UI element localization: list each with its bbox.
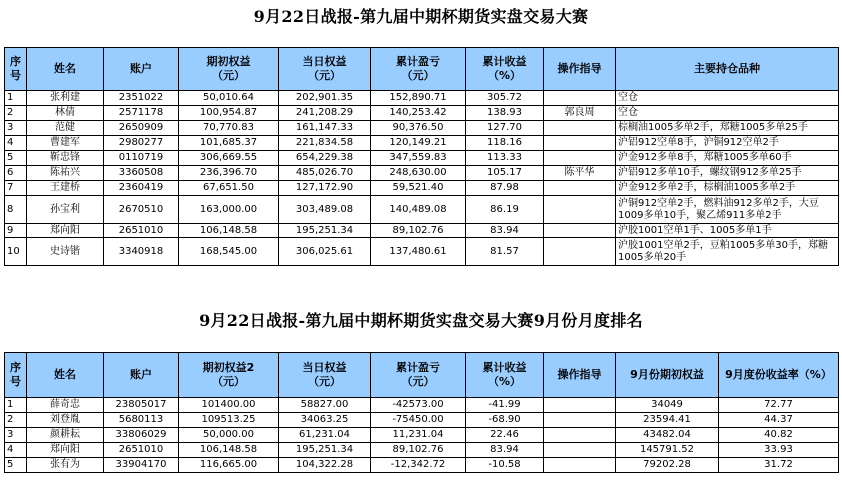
column-header-text: （元）: [212, 69, 245, 82]
table-cell: 33806029: [104, 428, 179, 443]
table-cell: 23805017: [104, 398, 179, 413]
column-header-text: （元）: [401, 69, 435, 82]
table-cell: 5: [5, 458, 27, 473]
table-cell: 303,489.08: [279, 196, 371, 224]
table-cell: 195,251.34: [279, 443, 371, 458]
column-header: [371, 48, 466, 91]
table-cell: 137,480.61: [371, 238, 466, 266]
table-cell: 221,834.58: [279, 136, 371, 151]
table-cell: 104,322.28: [279, 458, 371, 473]
table-cell: 168,545.00: [179, 238, 279, 266]
table-row: [5, 136, 839, 151]
table-cell: 306,025.61: [279, 238, 371, 266]
table-cell: 靳忠锋: [27, 151, 104, 166]
column-header-text: 操作指导: [557, 368, 602, 381]
table-cell: [544, 181, 616, 196]
table-cell: [544, 443, 616, 458]
table-cell: [544, 238, 616, 266]
column-header-text: 当日权益: [302, 361, 347, 374]
table-cell: 127,172.90: [279, 181, 371, 196]
table-cell: 236,396.70: [179, 166, 279, 181]
column-header-text: 号: [10, 69, 21, 82]
table-cell: 113.33: [466, 151, 544, 166]
column-header-text: 期初权益2: [202, 361, 255, 374]
table-cell: 127.70: [466, 121, 544, 136]
table-cell: 沪铜912空单2手，燃料油912多单2手，大豆1009多单10手，聚乙烯911多单2手: [616, 196, 839, 224]
column-header-text: 账户: [130, 62, 152, 75]
table-cell: 郑向阳: [27, 224, 104, 238]
table-cell: 485,026.70: [279, 166, 371, 181]
table-cell: 90,376.50: [371, 121, 466, 136]
table-cell: [544, 91, 616, 106]
table-cell: 沪胶1001空单2手，豆粕1005多单30手，郑糖1005多单20手: [616, 238, 839, 266]
monthly-ranking-table: [4, 352, 839, 473]
table-cell: 79202.28: [616, 458, 719, 473]
table-cell: 116,665.00: [179, 458, 279, 473]
table-cell: 50,010.64: [179, 91, 279, 106]
table-row: [5, 413, 839, 428]
column-header-text: 累计盈亏: [396, 55, 440, 68]
main-title: 9月22日战报-第九届中期杯期货实盘交易大赛: [253, 7, 589, 26]
table-row: [5, 166, 839, 181]
column-header: [179, 48, 279, 91]
table-cell: 张利建: [27, 91, 104, 106]
column-header-text: （元）: [308, 375, 341, 388]
table-row: [5, 238, 839, 266]
column-header-text: 账户: [130, 368, 152, 381]
table-cell: [544, 151, 616, 166]
table-cell: 陈平华: [544, 166, 616, 181]
table-cell: 347,559.83: [371, 151, 466, 166]
table-cell: [544, 428, 616, 443]
column-header-text: 姓名: [54, 62, 76, 75]
column-header-text: 9月度份收益率（%）: [725, 368, 832, 381]
column-header: [279, 353, 371, 398]
table-cell: 140,253.42: [371, 106, 466, 121]
table-cell: 10: [5, 238, 27, 266]
column-header-text: 号: [10, 375, 21, 388]
table-cell: 89,102.76: [371, 443, 466, 458]
table-cell: 薛奇忠: [27, 398, 104, 413]
column-header-text: （%）: [487, 375, 522, 388]
table-cell: 70,770.83: [179, 121, 279, 136]
table-cell: 孙宝利: [27, 196, 104, 224]
table-cell: 4: [5, 443, 27, 458]
table-cell: 100,954.87: [179, 106, 279, 121]
column-header-text: （元）: [308, 69, 341, 82]
table-cell: 曹建军: [27, 136, 104, 151]
table-cell: -41.99: [466, 398, 544, 413]
table-cell: 33904170: [104, 458, 179, 473]
table-cell: 11,231.04: [371, 428, 466, 443]
column-header-text: （元）: [212, 375, 245, 388]
table-row: [5, 398, 839, 413]
table-cell: -10.58: [466, 458, 544, 473]
table-cell: [544, 413, 616, 428]
table-cell: 109513.25: [179, 413, 279, 428]
table-cell: 145791.52: [616, 443, 719, 458]
table-cell: 305.72: [466, 91, 544, 106]
table-cell: 史诗锴: [27, 238, 104, 266]
column-header-text: 当日权益: [302, 55, 347, 68]
table-cell: 沪金912多单8手，郑糖1005多单60手: [616, 151, 839, 166]
table-cell: 163,000.00: [179, 196, 279, 224]
table-cell: 张有为: [27, 458, 104, 473]
monthly-title: 9月22日战报-第九届中期杯期货实盘交易大赛9月份月度排名: [199, 311, 643, 330]
table-row: [5, 443, 839, 458]
table-cell: 范健: [27, 121, 104, 136]
table-cell: [544, 121, 616, 136]
table-cell: [544, 458, 616, 473]
table-cell: 王建桥: [27, 181, 104, 196]
column-header: [719, 353, 839, 398]
table-cell: -42573.00: [371, 398, 466, 413]
table-cell: [544, 224, 616, 238]
table-cell: 1: [5, 398, 27, 413]
column-header-text: 累计收益: [482, 361, 527, 374]
table-cell: 59,521.40: [371, 181, 466, 196]
table-cell: 33.93: [719, 443, 839, 458]
table-row: [5, 106, 839, 121]
table-cell: 22.46: [466, 428, 544, 443]
table-row: [5, 181, 839, 196]
table-row: [5, 151, 839, 166]
table-cell: -12,342.72: [371, 458, 466, 473]
monthly-table-header: [5, 353, 839, 398]
column-header: [179, 353, 279, 398]
table-cell: 7: [5, 181, 27, 196]
table-cell: 161,147.33: [279, 121, 371, 136]
table-cell: 81.57: [466, 238, 544, 266]
table-cell: 34049: [616, 398, 719, 413]
column-header-text: 累计盈亏: [396, 361, 440, 374]
table-cell: 6: [5, 166, 27, 181]
table-cell: 5680113: [104, 413, 179, 428]
table-row: [5, 428, 839, 443]
table-cell: 50,000.00: [179, 428, 279, 443]
column-header-text: 主要持仓品种: [694, 62, 760, 75]
table-cell: 5: [5, 151, 27, 166]
table-cell: 120,149.21: [371, 136, 466, 151]
table-cell: 1: [5, 91, 27, 106]
table-cell: 2980277: [104, 136, 179, 151]
column-header-text: 操作指导: [557, 62, 602, 75]
table-cell: 248,630.00: [371, 166, 466, 181]
table-cell: [544, 398, 616, 413]
column-header: [616, 48, 839, 91]
table-cell: 4: [5, 136, 27, 151]
column-header-text: （元）: [401, 375, 435, 388]
table-cell: 3360508: [104, 166, 179, 181]
table-cell: 空仓: [616, 106, 839, 121]
table-cell: 2651010: [104, 224, 179, 238]
column-header: [279, 48, 371, 91]
table-cell: 沪铝912多单10手，螺纹钢912多单25手: [616, 166, 839, 181]
table-cell: 40.82: [719, 428, 839, 443]
column-header-text: 姓名: [54, 368, 76, 381]
table-cell: 空仓: [616, 91, 839, 106]
table-cell: 152,890.71: [371, 91, 466, 106]
table-cell: 3: [5, 428, 27, 443]
table-cell: 58827.00: [279, 398, 371, 413]
table-cell: 23594.41: [616, 413, 719, 428]
column-header: [544, 48, 616, 91]
table-cell: 沪金912多单2手，棕榈油1005多单2手: [616, 181, 839, 196]
table-cell: 2651010: [104, 443, 179, 458]
table-cell: 654,229.38: [279, 151, 371, 166]
table-cell: 2650909: [104, 121, 179, 136]
table-cell: 106,148.58: [179, 443, 279, 458]
table-cell: 306,669.55: [179, 151, 279, 166]
table-cell: 43482.04: [616, 428, 719, 443]
table-cell: 3340918: [104, 238, 179, 266]
column-header: [544, 353, 616, 398]
table-cell: 沪铝912空单8手，沪铜912空单2手: [616, 136, 839, 151]
column-header: [5, 353, 27, 398]
table-cell: 118.16: [466, 136, 544, 151]
column-header: [466, 48, 544, 91]
table-cell: -68.90: [466, 413, 544, 428]
table-cell: 2351022: [104, 91, 179, 106]
table-cell: 沪胶1001空单1手、1005多单1手: [616, 224, 839, 238]
column-header-text: （%）: [487, 69, 522, 82]
table-cell: 郭良周: [544, 106, 616, 121]
table-cell: 2670510: [104, 196, 179, 224]
table-row: [5, 224, 839, 238]
table-cell: 3: [5, 121, 27, 136]
table-cell: 31.72: [719, 458, 839, 473]
column-header: [466, 353, 544, 398]
table-cell: 林倩: [27, 106, 104, 121]
table-cell: 颜耕耘: [27, 428, 104, 443]
table-row: [5, 196, 839, 224]
column-header-text: 期初权益: [206, 55, 251, 68]
table-cell: [544, 136, 616, 151]
table-cell: 83.94: [466, 224, 544, 238]
ranking-table: [4, 47, 839, 266]
column-header-text: 9月份期初权益: [630, 368, 704, 381]
table-cell: 140,489.08: [371, 196, 466, 224]
column-header: [27, 48, 104, 91]
column-header: [616, 353, 719, 398]
table-row: [5, 458, 839, 473]
table-cell: 郑向阳: [27, 443, 104, 458]
table-cell: 44.37: [719, 413, 839, 428]
table-cell: 202,901.35: [279, 91, 371, 106]
table-cell: 2: [5, 106, 27, 121]
ranking-table-header: [5, 48, 839, 91]
table-cell: [544, 196, 616, 224]
table-cell: 101,685.37: [179, 136, 279, 151]
column-header: [104, 353, 179, 398]
table-cell: 2360419: [104, 181, 179, 196]
table-cell: 241,208.29: [279, 106, 371, 121]
table-cell: 8: [5, 196, 27, 224]
table-row: [5, 91, 839, 106]
table-cell: 0110719: [104, 151, 179, 166]
table-cell: 陈祐兴: [27, 166, 104, 181]
column-header: [27, 353, 104, 398]
table-cell: 棕榈油1005多单2手，郑糖1005多单25手: [616, 121, 839, 136]
column-header: [104, 48, 179, 91]
table-cell: 105.17: [466, 166, 544, 181]
table-cell: 34063.25: [279, 413, 371, 428]
table-cell: 67,651.50: [179, 181, 279, 196]
table-cell: 83.94: [466, 443, 544, 458]
table-cell: 72.77: [719, 398, 839, 413]
table-cell: 195,251.34: [279, 224, 371, 238]
table-cell: -75450.00: [371, 413, 466, 428]
table-cell: 刘登胤: [27, 413, 104, 428]
column-header-text: 序: [10, 55, 21, 68]
table-cell: 138.93: [466, 106, 544, 121]
table-cell: 86.19: [466, 196, 544, 224]
table-cell: 101400.00: [179, 398, 279, 413]
table-cell: 87.98: [466, 181, 544, 196]
table-cell: 89,102.76: [371, 224, 466, 238]
column-header-text: 累计收益: [482, 55, 527, 68]
table-cell: 61,231.04: [279, 428, 371, 443]
column-header: [371, 353, 466, 398]
column-header-text: 序: [10, 361, 21, 374]
table-cell: 106,148.58: [179, 224, 279, 238]
table-cell: 9: [5, 224, 27, 238]
table-cell: 2571178: [104, 106, 179, 121]
table-cell: 2: [5, 413, 27, 428]
column-header: [5, 48, 27, 91]
table-row: [5, 121, 839, 136]
